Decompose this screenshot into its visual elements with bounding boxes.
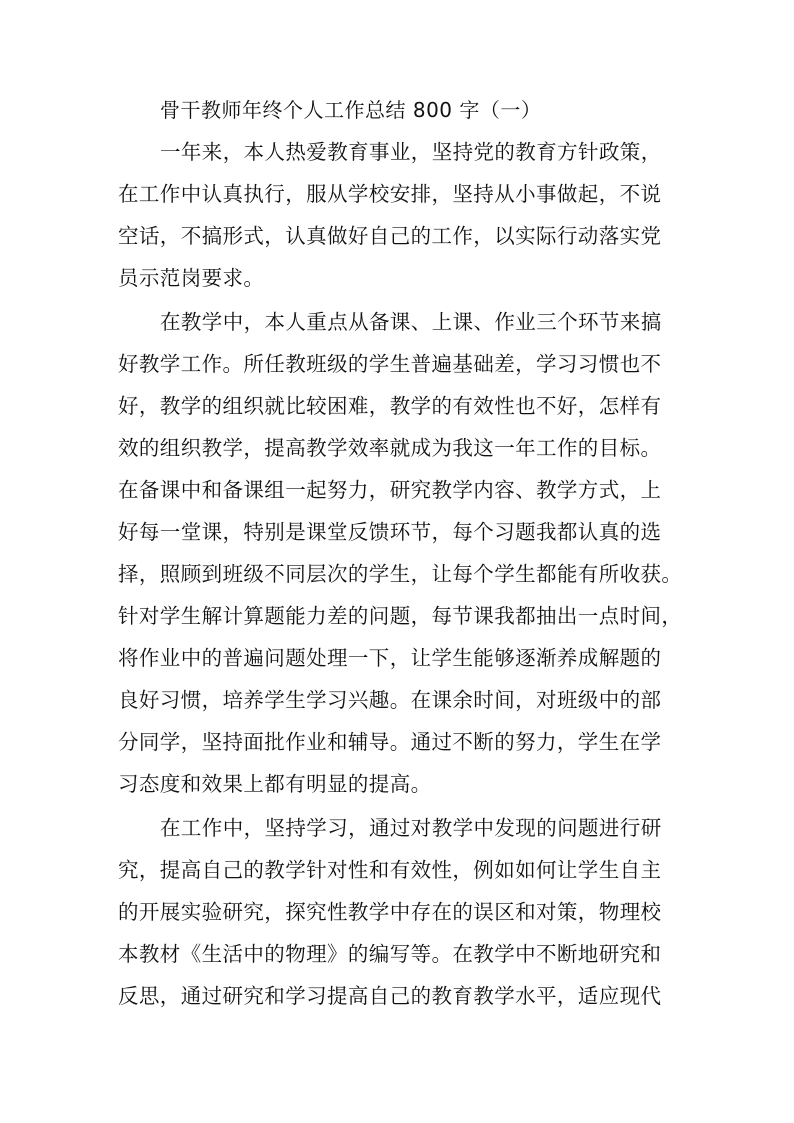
text-line: 员示范岗要求。 [118, 266, 265, 290]
text-line: 在工作中认真执行，服从学校安排，坚持从小事做起，不说 [118, 182, 662, 206]
text-line: 习态度和效果上都有明显的提高。 [118, 772, 432, 796]
text-line: 本教材《生活中的物理》的编写等。在教学中不断地研究和 [118, 942, 662, 966]
text-line: 针对学生解计算题能力差的问题，每节课我都抽出一点时间， [118, 604, 683, 628]
text-line: 在工作中，坚持学习，通过对教学中发现的问题进行研 [160, 816, 662, 840]
text-line: 良好习惯，培养学生学习兴趣。在课余时间，对班级中的部 [118, 688, 662, 712]
text-line: 空话，不搞形式，认真做好自己的工作，以实际行动落实党 [118, 224, 662, 248]
text-line: 将作业中的普遍问题处理一下，让学生能够逐渐养成解题的 [118, 646, 662, 670]
text-line: 好，教学的组织就比较困难，教学的有效性也不好，怎样有 [118, 394, 662, 418]
text-line: 在备课中和备课组一起努力，研究教学内容、教学方式，上 [118, 478, 662, 502]
text-line: 效的组织教学，提高教学效率就成为我这一年工作的目标。 [118, 436, 662, 460]
text-line: 分同学，坚持面批作业和辅导。通过不断的努力，学生在学 [118, 730, 662, 754]
text-line: 反思，通过研究和学习提高自己的教育教学水平，适应现代 [118, 984, 662, 1008]
text-line: 好教学工作。所任教班级的学生普遍基础差，学习习惯也不 [118, 352, 662, 376]
document-title: 骨干教师年终个人工作总结 800 字（一） [160, 98, 542, 122]
text-line: 在教学中，本人重点从备课、上课、作业三个环节来搞 [160, 310, 662, 334]
text-line: 究，提高自己的教学针对性和有效性，例如如何让学生自主 [118, 858, 662, 882]
text-line: 好每一堂课，特别是课堂反馈环节，每个习题我都认真的选 [118, 520, 662, 544]
text-line: 一年来，本人热爱教育事业，坚持党的教育方针政策， [160, 140, 662, 164]
text-line: 的开展实验研究，探究性教学中存在的误区和对策，物理校 [118, 900, 662, 924]
text-line: 择，照顾到班级不同层次的学生，让每个学生都能有所收获。 [118, 562, 683, 586]
